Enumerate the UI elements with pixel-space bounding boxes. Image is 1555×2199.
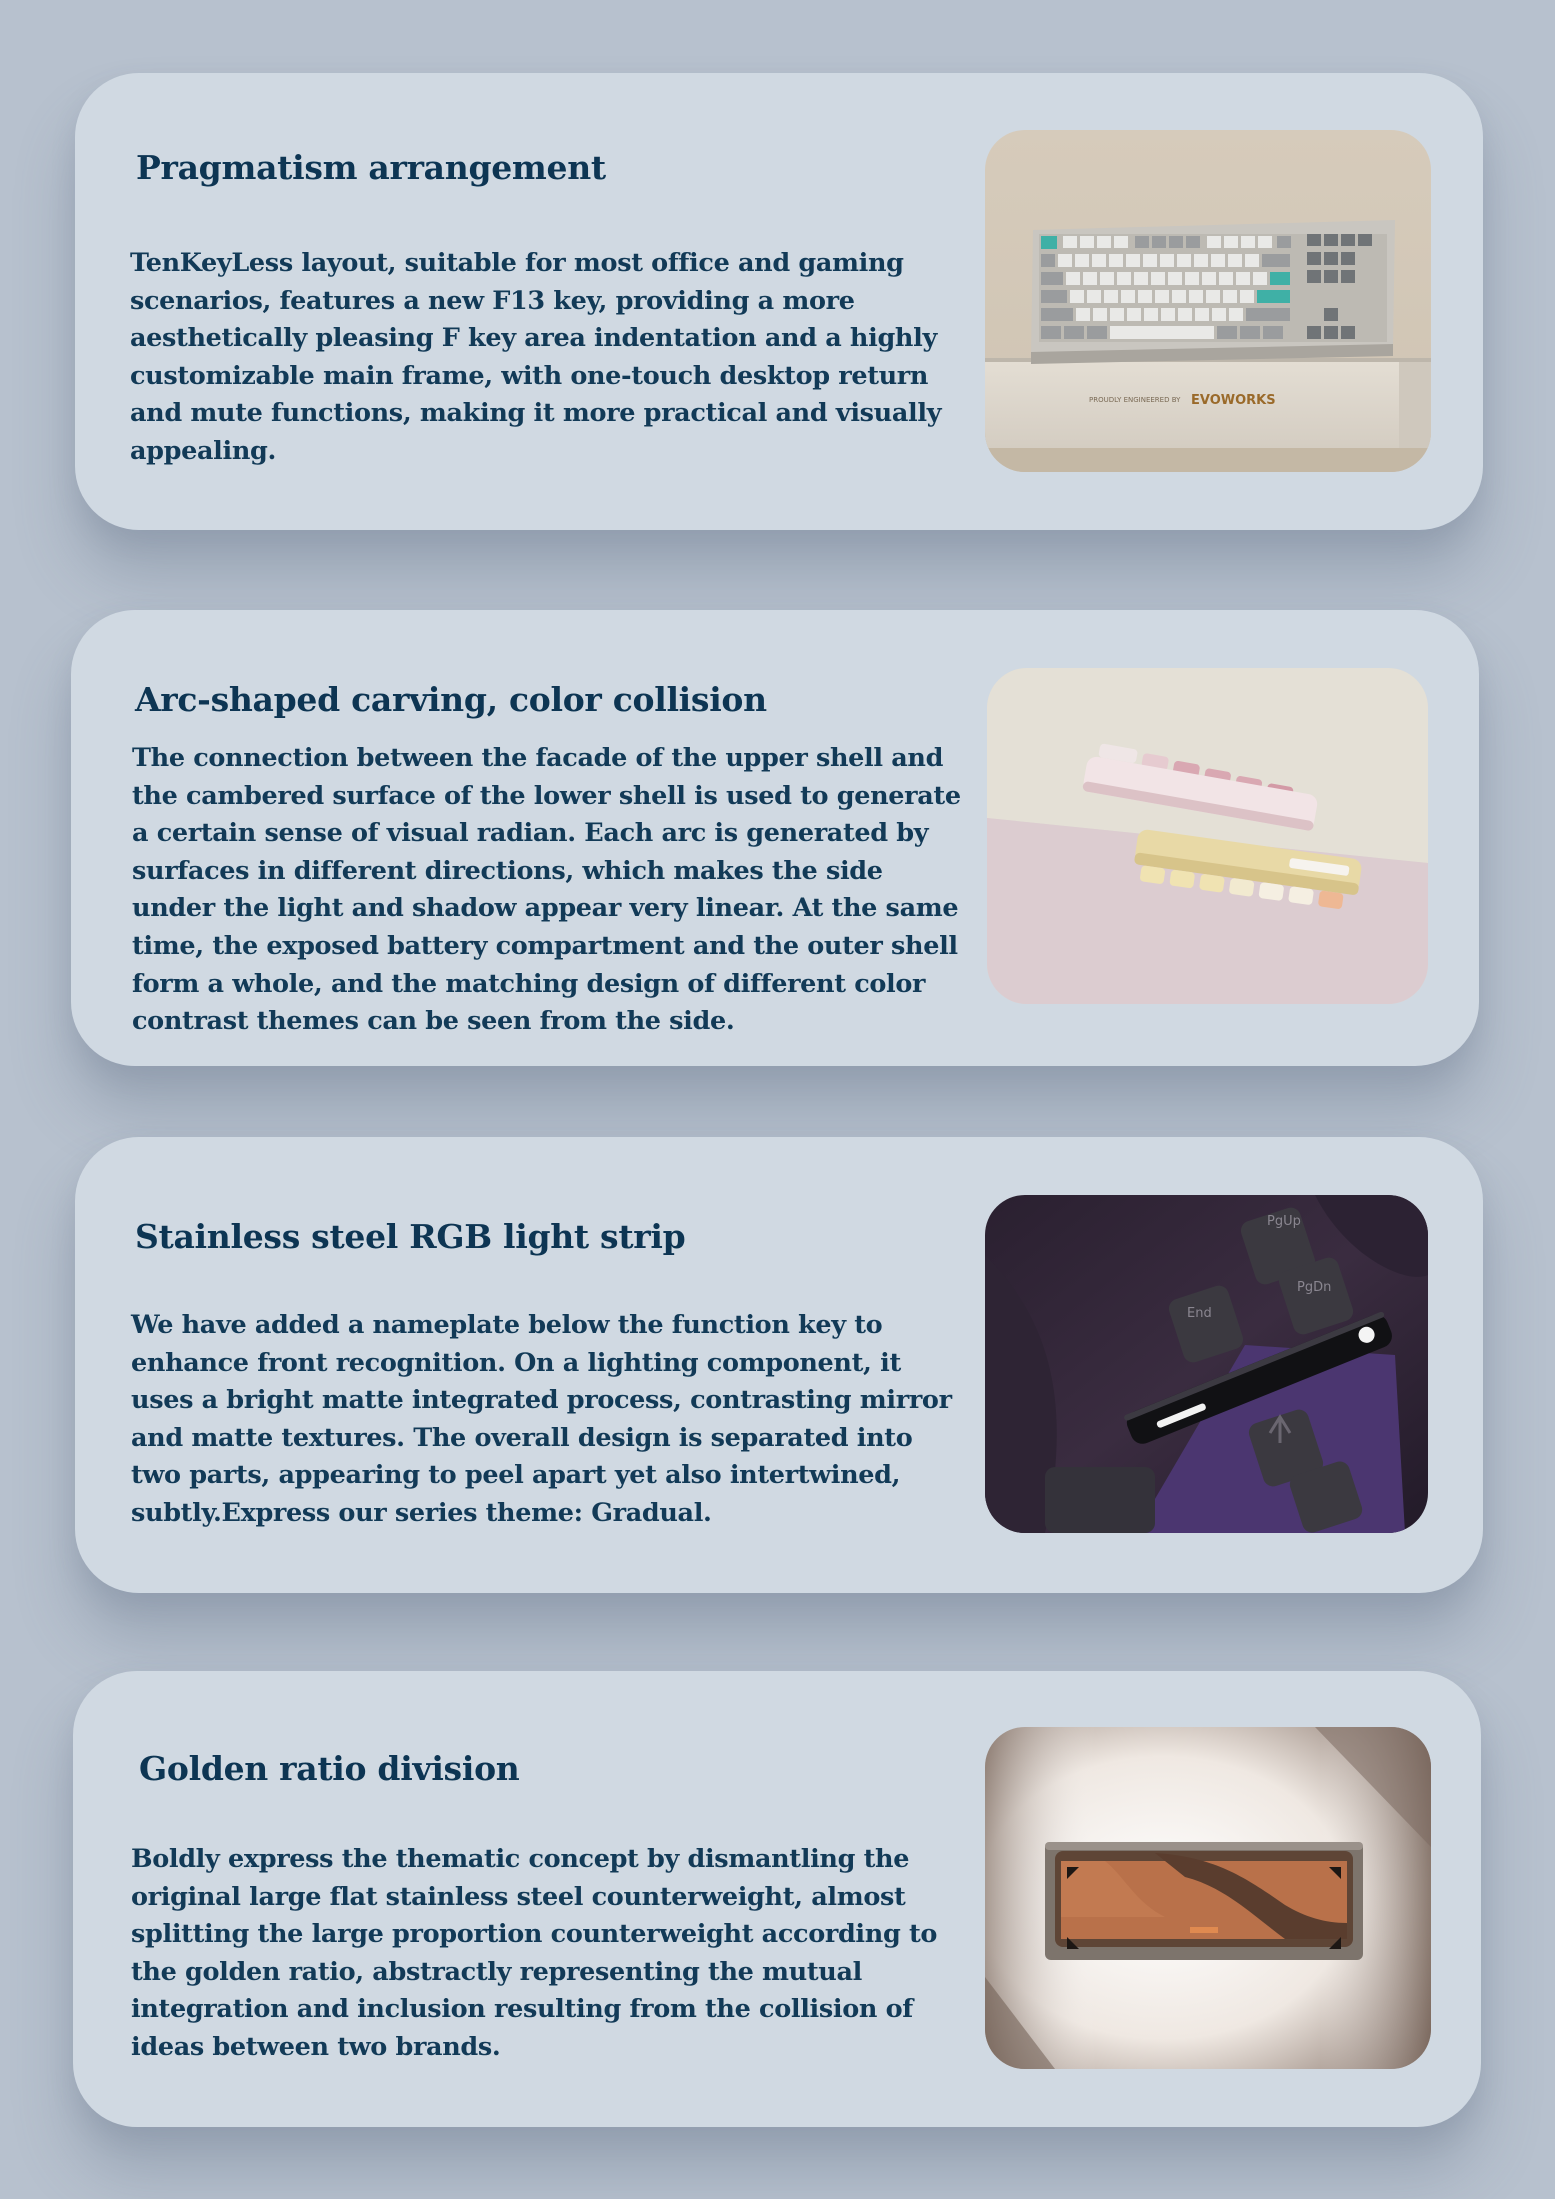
section-title: Golden ratio division	[139, 1749, 520, 1788]
feature-card-golden-ratio	[73, 1671, 1481, 2127]
key-end: End	[1187, 1306, 1212, 1321]
feature-card-pragmatism	[75, 73, 1483, 530]
keyboard-side-profile-photo	[987, 668, 1428, 1004]
counterweight-photo	[985, 1727, 1431, 2069]
keyboard-tkl-photo	[985, 130, 1431, 472]
feature-card-arc-carving	[71, 610, 1479, 1066]
feature-card-rgb-strip	[75, 1137, 1483, 1593]
section-title: Stainless steel RGB light strip	[135, 1217, 686, 1256]
keyboard-rgb-strip-photo	[985, 1195, 1428, 1533]
key-pgup: PgUp	[1267, 1214, 1301, 1229]
section-body: We have added a nameplate below the function key to enhance front recognition. On a lighting component, it uses a bright matte integrated process, contrasting mirror and matte textures. The overall design is separated into two parts, appearing to peel apart yet also intertwined, subtly.Express our series theme: Gradual.	[131, 1310, 952, 1528]
key-pgdn: PgDn	[1297, 1280, 1332, 1295]
section-title: Arc-shaped carving, color collision	[135, 680, 767, 719]
section-body: TenKeyLess layout, suitable for most office and gaming scenarios, features a new F13 key, providing a more aesthetically pleasing F key area indentation and a highly customizable main frame, with one-touch desktop return and mute functions, making it more practical and visually appealing.	[130, 248, 942, 466]
box-caption: PROUDLY ENGINEERED BY	[1089, 396, 1181, 404]
section-body: Boldly express the thematic concept by dismantling the original large flat stainless steel counterweight, almost splitting the large proportion counterweight according to the golden ratio, abstractly representing the mutual integration and inclusion resulting from the collision of ideas between two brands.	[131, 1844, 938, 2062]
section-title: Pragmatism arrangement	[136, 148, 606, 187]
section-body: The connection between the facade of the upper shell and the cambered surface of the lower shell is used to generate a certain sense of visual radian. Each arc is generated by surfaces in different directions, which makes the side under the light and shadow appear very linear. At the same time, the exposed battery compartment and the outer shell form a whole, and the matching design of different color contrast themes can be seen from the side.	[132, 743, 961, 1037]
box-brand: EVOWORKS	[1191, 393, 1276, 408]
